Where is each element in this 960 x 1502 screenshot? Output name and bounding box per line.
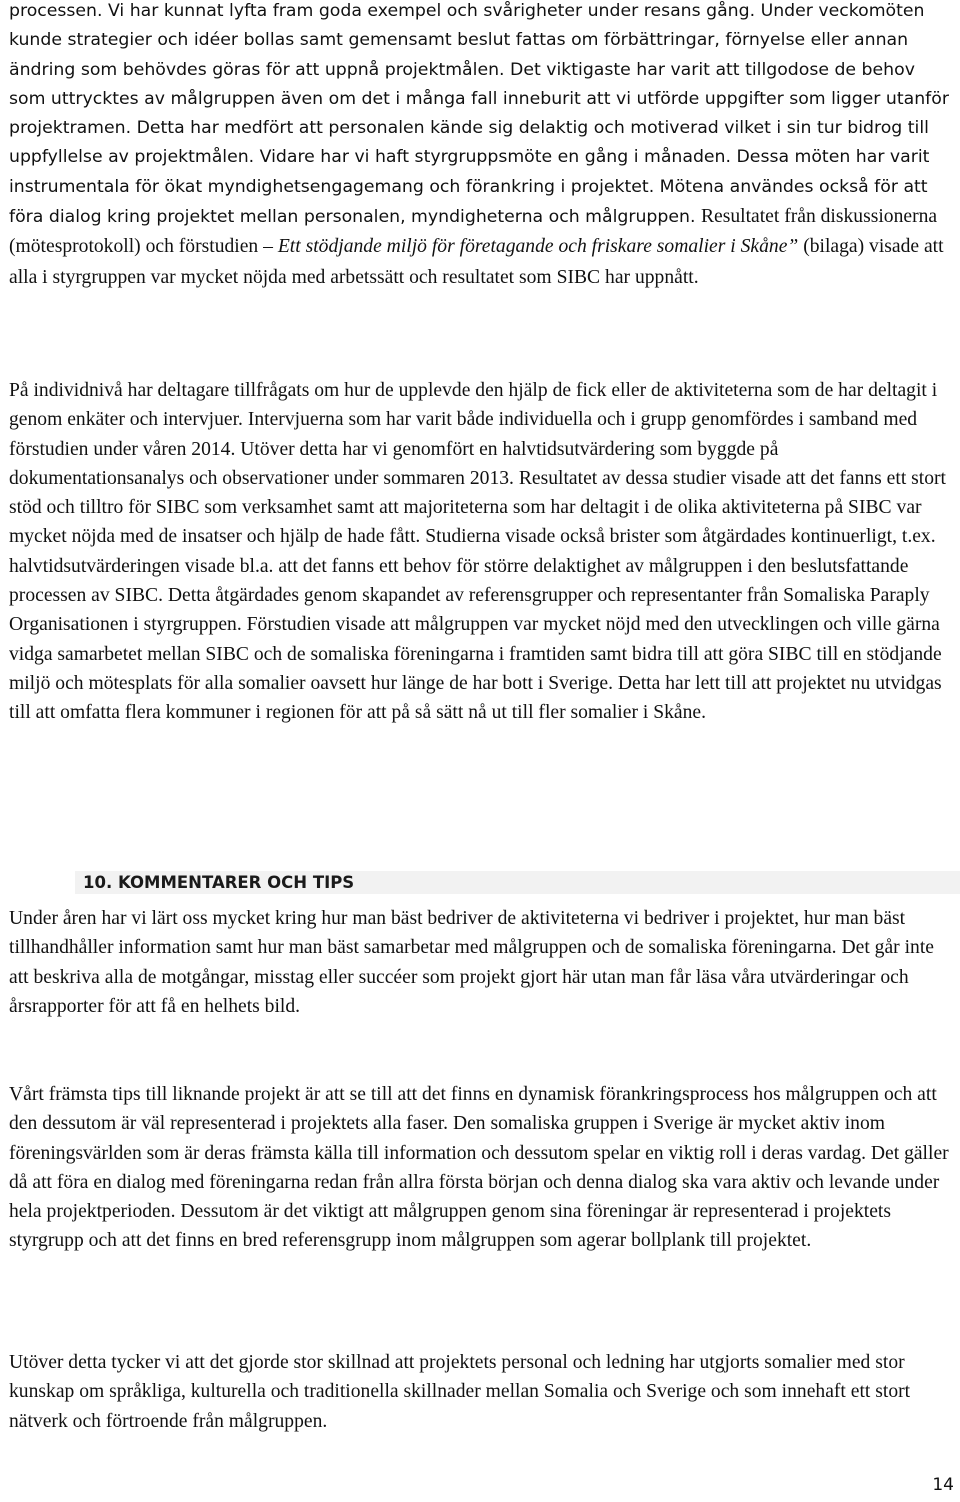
section-heading-text: 10. KOMMENTARER OCH TIPS: [83, 873, 355, 892]
paragraph-meetings: [9, 0, 955, 293]
study-title: – Ett stödjande miljö för företagande och friskare somalier i Skåne”: [263, 236, 799, 258]
paragraph-individual-level: På individnivå har deltagare tillfrågats om hur de upplevde den hjälp de fick eller de aktiviteterna som de har deltagit i genom enkäter och intervjuer. Intervjuerna som har varit både individuella och i grupp genomfördes i samband med förstudien under våren 2014. Utöver detta har vi genomfört en halvtidsutvärdering som byggde på dokumentationsanalys och observationer under sommaren 2013. Resultatet av dessa studier visade att det fanns ett stort stöd och tilltro för SIBC som verksamhet samt att majoriteterna som har deltagit i de olika aktiviteterna på SIBC var mycket nöjda med de insatser och hjälp de hade fått. Studierna visade också brister som åtgärdades kontinuerligt, t.ex. halvtidsutvärderingen visade bl.a. att det fanns ett behov för större delaktighet av målgruppen i den beslutsfattande processen av SIBC. Detta åtgärdades genom skapandet av referensgrupper och representanter från Somaliska Paraply Organisationen i styrgruppen. Förstudien visade att målgruppen var mycket nöjd med den utvecklingen och ville gärna vidga samarbetet mellan SIBC och de somaliska föreningarna i framtiden samt bidra till att göra SIBC till en stödjande miljö och mötesplats för alla somalier oavsett hur länge de har bott i Sverige. Detta har lett till att projektet nu utvidgas till att omfatta flera kommuner i regionen för att på så sätt nå ut till fler somalier i Skåne.: [9, 380, 946, 724]
paragraph-results-intro: Resultatet från diskussionerna (mötesprotokoll) och förstudien: [9, 206, 938, 258]
page-number: 14: [932, 1475, 954, 1495]
paragraph-staff: Utöver detta tycker vi att det gjorde stor skillnad att projektets personal och ledning har utgjorts somalier med stor kunskap om språkliga, kulturella och traditionella skillnader mellan Somalia och Sverige och som innehaft ett stort nätverk och förtroende från målgruppen.: [9, 1352, 911, 1432]
paragraph-meetings-text: processen. Vi har kunnat lyfta fram goda exempel och svårigheter under resans gång. Under veckomöten kunde strategier och idéer bollas samt gemensamt beslut fattas om förbättringar, förnyelse eller annan ändring som behövdes göras för att uppnå projektmålen. Det viktigaste har varit att tillgodose de behov som uttrycktes av målgruppen även om det i många fall inneburit att vi utförde uppgifter som ligger utanför projektramen. Detta har medfört att personalen kände sig delaktig och motiverad vilket i sin tur bidrog till uppfyllelse av projektmålen. Vidare har vi haft styrgruppsmöte en gång i månaden. Dessa möten har varit instrumentala för ökat myndighetsengagemang och förankring i projektet. Mötena användes också för att föra dialog kring projektet mellan personalen, myndigheterna och målgruppen.: [9, 1, 949, 228]
section-heading: [75, 871, 960, 894]
paragraph-tips: Vårt främsta tips till liknande projekt är att se till att det finns en dynamisk förankringsprocess hos målgruppen och att den dessutom är väl representerad i projektets alla faser. Den somaliska gruppen i Sverige är mycket aktiv inom föreningsvärlden som är deras främsta källa till information och dessutom spelar en viktig roll i deras vardag. Det gäller då att föra en dialog med föreningarna redan från allra första början och denna dialog ska vara aktiv och levande under hela projektperioden. Dessutom är det viktigt att målgruppen genom sina föreningar är representerad i projektets styrgrupp och att det finns en bred referensgrupp inom målgruppen som agerar bollplank till projektet.: [9, 1084, 949, 1252]
paragraph-results-outcome: (bilaga) visade att alla i styrgruppen var mycket nöjda med arbetssätt och resultatet som SIBC har uppnått.: [9, 236, 944, 288]
paragraph-lessons: Under åren har vi lärt oss mycket kring hur man bäst bedriver de aktiviteterna vi bedriver i projektet, hur man bäst tillhandhåller information samt hur man bäst samarbetar med målgruppen och de somaliska föreningarna. Det går inte att beskriva alla de motgångar, misstag eller succéer som projekt gjort här utan man får läsa våra utvärderingar och årsrapporter för att få en helhets bild.: [9, 908, 934, 1017]
